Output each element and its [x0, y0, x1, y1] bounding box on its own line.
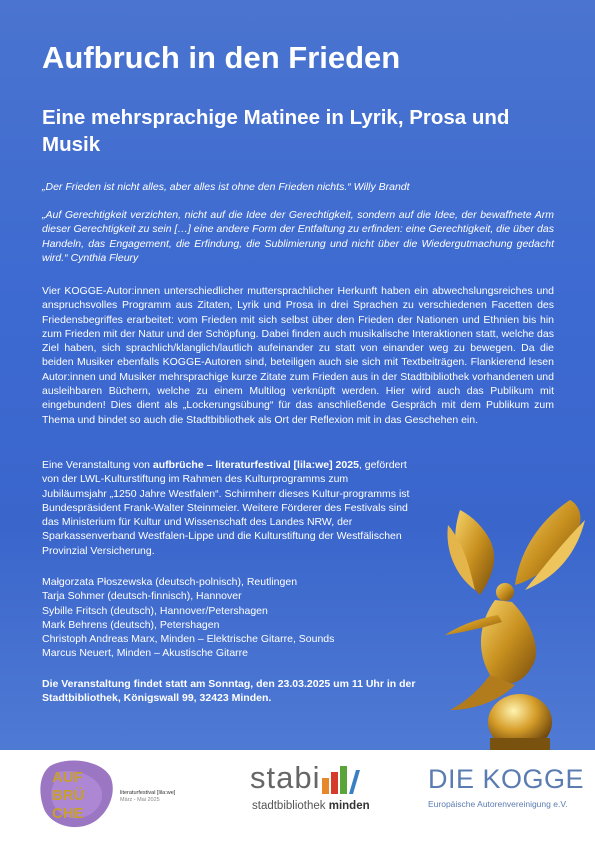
- event-details: Die Veranstaltung findet statt am Sonntag, den 23.03.2025 um 11 Uhr in der Stadtbibliothek, Königswall 99, 32423 Minden.: [42, 678, 416, 705]
- organizer-paragraph: [42, 458, 412, 558]
- svg-text:CHE: CHE: [52, 805, 84, 822]
- aufbrueche-logo: [38, 758, 118, 830]
- organizer-prefix: Eine Veranstaltung von: [42, 459, 153, 471]
- aufbrueche-caption-line1: literaturfestival [lila:we]: [120, 790, 176, 796]
- organizer-details: , gefördert von der LWL-Kulturstiftung im Rahmen des Kulturprogramms zum Jubiläumsjahr „1250 Jahre Westfalen“. Schirmherr dieses Kultur-programms ist Bundespräsident Frank-Walter Steinmeier. Weitere Förderer des Festivals sind das Ministerium für Kultur und Wissenschaft des Landes NRW, der Sparkassenverband Westfalen-Lippe und die Kulturstiftung der Westfälischen Provinzial Versicherung.: [42, 459, 410, 557]
- svg-text:AUF: AUF: [52, 769, 83, 786]
- quote-willy-brandt: „Der Frieden ist nicht alles, aber alles ist ohne den Frieden nichts.“ Willy Brandt: [42, 181, 410, 193]
- stabi-sub-b: minden: [328, 800, 370, 812]
- participant-item: Małgorzata Płoszewska (deutsch-polnisch), Reutlingen: [42, 576, 298, 588]
- festival-name: aufbrüche – literaturfestival [lila:we] 2025: [152, 459, 359, 471]
- stabi-sub-a: stadtbibliothek: [252, 800, 326, 812]
- participant-item: Christoph Andreas Marx, Minden – Elektrische Gitarre, Sounds: [42, 633, 335, 646]
- description-paragraph: Vier KOGGE-Autor:innen unterschiedlicher muttersprachlicher Herkunft haben ein abwechslungsreiches und anspruchsvolles Programm aus Zitaten, Lyrik und Prosa in drei Sprachen zu verschiedenen Facetten des Friedensbegriffes erarbeitet: vom Frieden mit sich selbst über den Frieden der Nationen und Ethnien bis hin zum Frieden mit der Natur und der Schöpfung. Dabei finden auch musikalische Interaktionen statt, welche das Ziel haben, sich sprachlich/klanglich/lautlich aufeinander zu statt von einander weg zu bewegen. Da die beiden Musiker ebenfalls KOGGE-Autoren sind, beteiligen auch sie sich mit Textbeiträgen. Flankierend lesen Autor:innen und Musiker mehrsprachige kurze Zitate zum Frieden aus in der Stadtbibliothek vorhandenen und ausleihbaren Büchern, welche zu einem Multilog verknüpft werden. Hier wird auch das Publikum mit eingebunden! Dies dient als „Lockerungsübung“ für das anschließende Gespräch mit dem Publikum zum Thema und bindet so auch die Stadtbibliothek als Ort der Reflexion mit in das Geschehen ein.: [42, 285, 554, 426]
- page-title: Aufbruch in den Frieden: [42, 40, 401, 75]
- page-subtitle: Eine mehrsprachige Matinee in Lyrik, Prosa und Musik: [42, 106, 510, 156]
- aufbrueche-caption: [120, 790, 175, 804]
- stabi-logo-subtitle: [252, 799, 370, 813]
- participant-item: Marcus Neuert, Minden – Akustische Gitarre: [42, 647, 249, 660]
- golden-angel-statue-image: [420, 500, 595, 750]
- kogge-logo-subtitle: Europäische Autorenvereinigung e.V.: [428, 799, 568, 809]
- kogge-logo-name: DIE KOGGE: [428, 764, 585, 794]
- quote-cynthia-fleury: „Auf Gerechtigkeit verzichten, nicht auf die Idee der Gerechtigkeit, sondern auf die Idee, der bewaffnete Arm dieser Gerechtigkeit zu sein […] eine andere Form der Entfaltung zu erfinden: eine Gerechtigkeit, die über das Handeln, das Engagement, die Erfindung, die Sublimierung und nicht über die Wiedergutmachung gedacht wird.“ Cynthia Fleury: [42, 209, 554, 264]
- footer-logos: [0, 750, 595, 842]
- stabi-logo-word: stabi: [250, 760, 321, 795]
- participant-item: Sybille Fritsch (deutsch), Hannover/Petershagen: [42, 604, 268, 617]
- stabi-logo-icon: [316, 764, 360, 796]
- participants-list: [42, 575, 422, 661]
- participant-item: Tarja Sohmer (deutsch-finnisch), Hannover: [42, 590, 242, 603]
- svg-text:BRÜ: BRÜ: [52, 787, 85, 804]
- participant-item: Mark Behrens (deutsch), Petershagen: [42, 618, 220, 631]
- aufbrueche-caption-line2: März - Mai 2025: [120, 797, 160, 803]
